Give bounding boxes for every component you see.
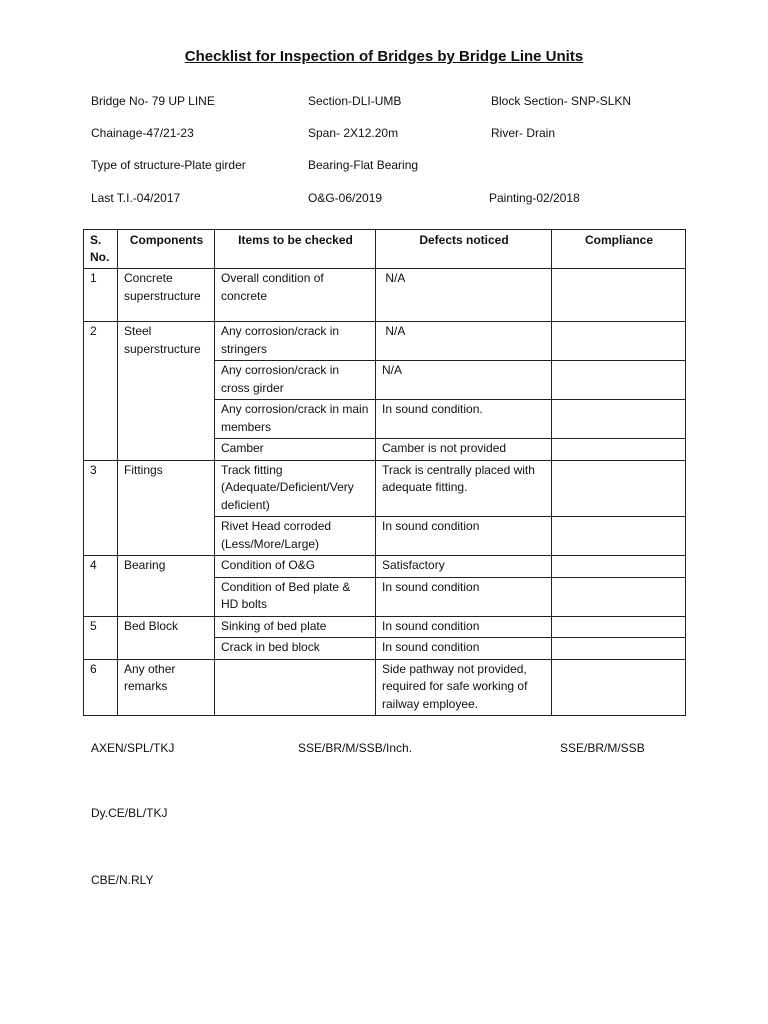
cell-compliance bbox=[552, 517, 686, 556]
cell-item bbox=[215, 659, 376, 716]
cell-component: Any other remarks bbox=[118, 659, 215, 716]
cell-defect: In sound condition bbox=[376, 517, 552, 556]
cell-item: Crack in bed block bbox=[215, 638, 376, 660]
cell-sno: 3 bbox=[84, 460, 118, 556]
cell-component: Concrete superstructure bbox=[118, 269, 215, 322]
cell-compliance bbox=[552, 400, 686, 439]
header-sno: S. No. bbox=[84, 230, 118, 269]
cell-component: Steel superstructure bbox=[118, 322, 215, 461]
cell-sno: 2 bbox=[84, 322, 118, 461]
table-row bbox=[84, 460, 686, 517]
cell-defect: N/A bbox=[376, 361, 552, 400]
cell-defect: N/A bbox=[376, 269, 552, 322]
cell-defect: In sound condition bbox=[376, 577, 552, 616]
table-row bbox=[84, 659, 686, 716]
cell-item: Any corrosion/crack in cross girder bbox=[215, 361, 376, 400]
cell-compliance bbox=[552, 460, 686, 517]
table-row bbox=[84, 269, 686, 322]
signature-sse: SSE/BR/M/SSB bbox=[560, 741, 645, 755]
header-components: Components bbox=[118, 230, 215, 269]
signature-axen: AXEN/SPL/TKJ bbox=[91, 741, 175, 755]
river: River- Drain bbox=[491, 126, 556, 140]
cell-defect: Satisfactory bbox=[376, 556, 552, 578]
og-date: O&G-06/2019 bbox=[308, 191, 383, 205]
cell-compliance bbox=[552, 322, 686, 361]
cell-compliance bbox=[552, 577, 686, 616]
type-of-structure: Type of structure-Plate girder bbox=[91, 158, 246, 172]
header-compliance: Compliance bbox=[552, 230, 686, 269]
inspection-table bbox=[83, 229, 686, 716]
cell-defect: Camber is not provided bbox=[376, 439, 552, 461]
chainage: Chainage-47/21-23 bbox=[91, 126, 194, 140]
cell-compliance bbox=[552, 269, 686, 322]
cell-compliance bbox=[552, 439, 686, 461]
cell-defect: N/A bbox=[376, 322, 552, 361]
table-header-row bbox=[84, 230, 686, 269]
section: Section-DLI-UMB bbox=[308, 94, 402, 108]
signature-sse-inch: SSE/BR/M/SSB/Inch. bbox=[298, 741, 413, 755]
signature-cbe: CBE/N.RLY bbox=[91, 873, 154, 887]
header-defects: Defects noticed bbox=[376, 230, 552, 269]
cell-item: Track fitting (Adequate/Deficient/Very deficient) bbox=[215, 460, 376, 517]
cell-compliance bbox=[552, 659, 686, 716]
cell-component: Fittings bbox=[118, 460, 215, 556]
cell-defect: Track is centrally placed with adequate fitting. bbox=[376, 460, 552, 517]
signature-dyce: Dy.CE/BL/TKJ bbox=[91, 806, 168, 820]
cell-item: Any corrosion/crack in main members bbox=[215, 400, 376, 439]
cell-defect: In sound condition bbox=[376, 638, 552, 660]
cell-item: Sinking of bed plate bbox=[215, 616, 376, 638]
bearing-type: Bearing-Flat Bearing bbox=[308, 158, 419, 172]
page-title: Checklist for Inspection of Bridges by Bridge Line Units bbox=[184, 48, 584, 65]
cell-component: Bearing bbox=[118, 556, 215, 617]
cell-item: Overall condition of concrete bbox=[215, 269, 376, 322]
table-row bbox=[84, 322, 686, 361]
table-row bbox=[84, 556, 686, 578]
last-ti: Last T.I.-04/2017 bbox=[91, 191, 181, 205]
cell-item: Any corrosion/crack in stringers bbox=[215, 322, 376, 361]
cell-defect: In sound condition. bbox=[376, 400, 552, 439]
cell-item: Condition of O&G bbox=[215, 556, 376, 578]
cell-sno: 6 bbox=[84, 659, 118, 716]
cell-sno: 4 bbox=[84, 556, 118, 617]
cell-component: Bed Block bbox=[118, 616, 215, 659]
cell-compliance bbox=[552, 638, 686, 660]
cell-defect: Side pathway not provided, required for safe working of railway employee. bbox=[376, 659, 552, 716]
cell-item: Condition of Bed plate & HD bolts bbox=[215, 577, 376, 616]
painting-date: Painting-02/2018 bbox=[489, 191, 580, 205]
cell-sno: 1 bbox=[84, 269, 118, 322]
cell-compliance bbox=[552, 556, 686, 578]
header-items: Items to be checked bbox=[215, 230, 376, 269]
cell-item: Rivet Head corroded (Less/More/Large) bbox=[215, 517, 376, 556]
cell-defect: In sound condition bbox=[376, 616, 552, 638]
table-row bbox=[84, 616, 686, 638]
cell-compliance bbox=[552, 616, 686, 638]
span: Span- 2X12.20m bbox=[308, 126, 399, 140]
cell-compliance bbox=[552, 361, 686, 400]
bridge-no: Bridge No- 79 UP LINE bbox=[91, 94, 215, 108]
block-section: Block Section- SNP-SLKN bbox=[491, 94, 632, 108]
cell-item: Camber bbox=[215, 439, 376, 461]
cell-sno: 5 bbox=[84, 616, 118, 659]
